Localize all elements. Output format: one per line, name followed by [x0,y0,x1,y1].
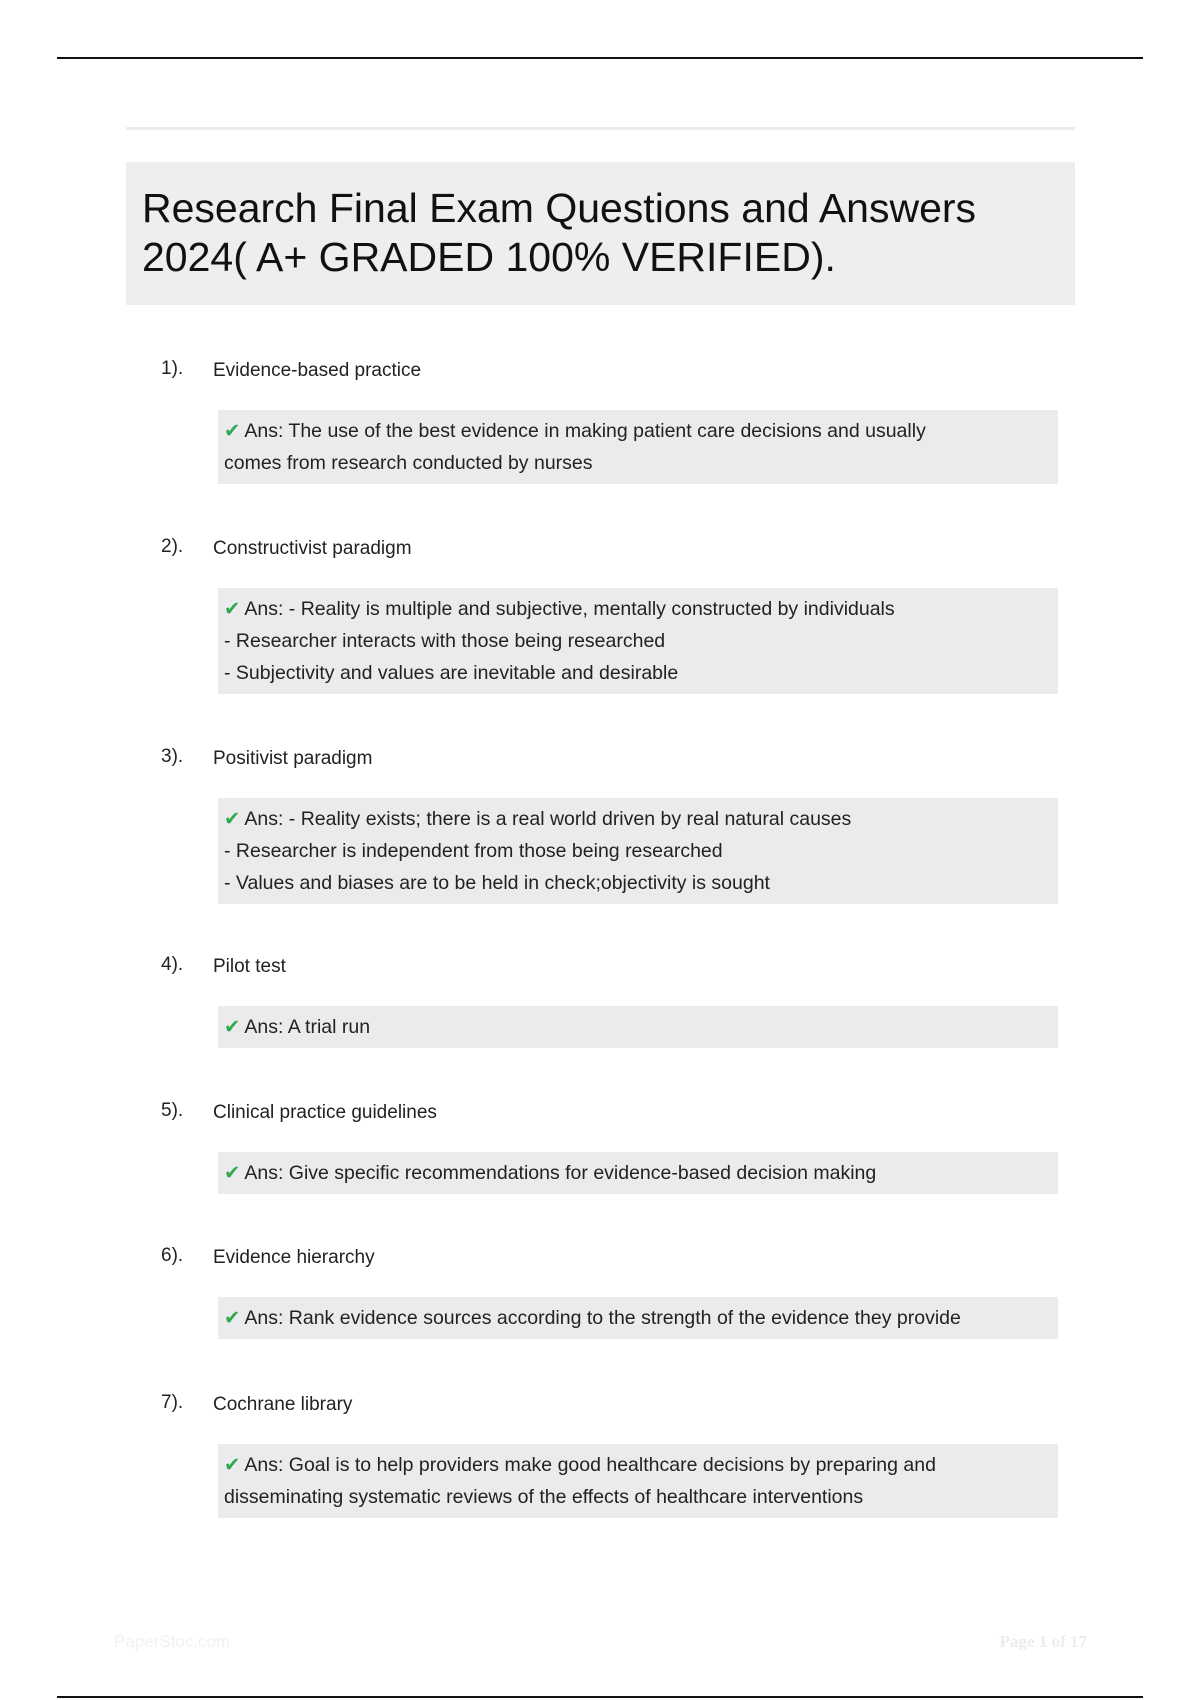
answer-line [224,415,1052,447]
answer-line [224,1157,1052,1189]
answer-text: Ans: A trial run [244,1016,371,1038]
answer-line [224,1481,1052,1513]
answer-line [224,1302,1052,1334]
bottom-rule [57,1696,1143,1698]
question-number: 4). [161,954,184,975]
answer-text: Ans: - Reality is multiple and subjective, mentally constructed by individuals [244,598,895,620]
answer-line [224,1011,1052,1043]
answer-text: - Researcher is independent from those being researched [224,840,723,862]
question-number: 1). [161,358,184,379]
answer-line [224,657,1052,689]
check-icon: ✔ [224,808,241,830]
answer-box [218,1006,1058,1048]
question-label: Constructivist paradigm [213,538,412,559]
check-icon: ✔ [224,1016,241,1038]
question-number: 7). [161,1392,184,1413]
answer-box [218,1297,1058,1339]
top-rule [57,57,1143,59]
answer-text: comes from research conducted by nurses [224,452,593,474]
header-divider [126,127,1075,130]
answer-text: - Values and biases are to be held in check;objectivity is sought [224,872,770,894]
question-label: Positivist paradigm [213,748,373,769]
question-number: 2). [161,536,184,557]
check-icon: ✔ [224,1454,241,1476]
answer-line [224,625,1052,657]
check-icon: ✔ [224,1162,241,1184]
answer-text: - Subjectivity and values are inevitable and desirable [224,662,679,684]
document-title: Research Final Exam Questions and Answers 2024( A+ GRADED 100% VERIFIED). [142,185,977,280]
answer-line [224,835,1052,867]
question-number: 5). [161,1100,184,1121]
answer-text: disseminating systematic reviews of the effects of healthcare interventions [224,1486,864,1508]
question-label: Clinical practice guidelines [213,1102,437,1123]
answer-box [218,410,1058,484]
title-box [126,162,1075,305]
question-label: Evidence-based practice [213,360,422,381]
check-icon: ✔ [224,598,241,620]
answer-box [218,798,1058,904]
answer-line [224,1449,1052,1481]
answer-text: Ans: - Reality exists; there is a real world driven by real natural causes [244,808,852,830]
question-label: Evidence hierarchy [213,1247,375,1268]
page-number: Page 1 of 17 [999,1632,1087,1651]
question-number: 6). [161,1245,184,1266]
question-label: Cochrane library [213,1394,353,1415]
answer-line [224,867,1052,899]
answer-text: Ans: The use of the best evidence in making patient care decisions and usually [244,420,926,442]
answer-line [224,447,1052,479]
answer-box [218,1152,1058,1194]
answer-text: Ans: Goal is to help providers make good healthcare decisions by preparing and [244,1454,936,1476]
footer-watermark: PaperStoc.com [114,1632,231,1651]
answer-line [224,593,1052,625]
check-icon: ✔ [224,1307,241,1329]
answer-box [218,1444,1058,1518]
answer-line [224,803,1052,835]
question-label: Pilot test [213,956,286,977]
question-number: 3). [161,746,184,767]
answer-text: Ans: Give specific recommendations for evidence-based decision making [244,1162,877,1184]
answer-text: - Researcher interacts with those being researched [224,630,666,652]
check-icon: ✔ [224,420,241,442]
answer-text: Ans: Rank evidence sources according to the strength of the evidence they provide [244,1307,961,1329]
answer-box [218,588,1058,694]
